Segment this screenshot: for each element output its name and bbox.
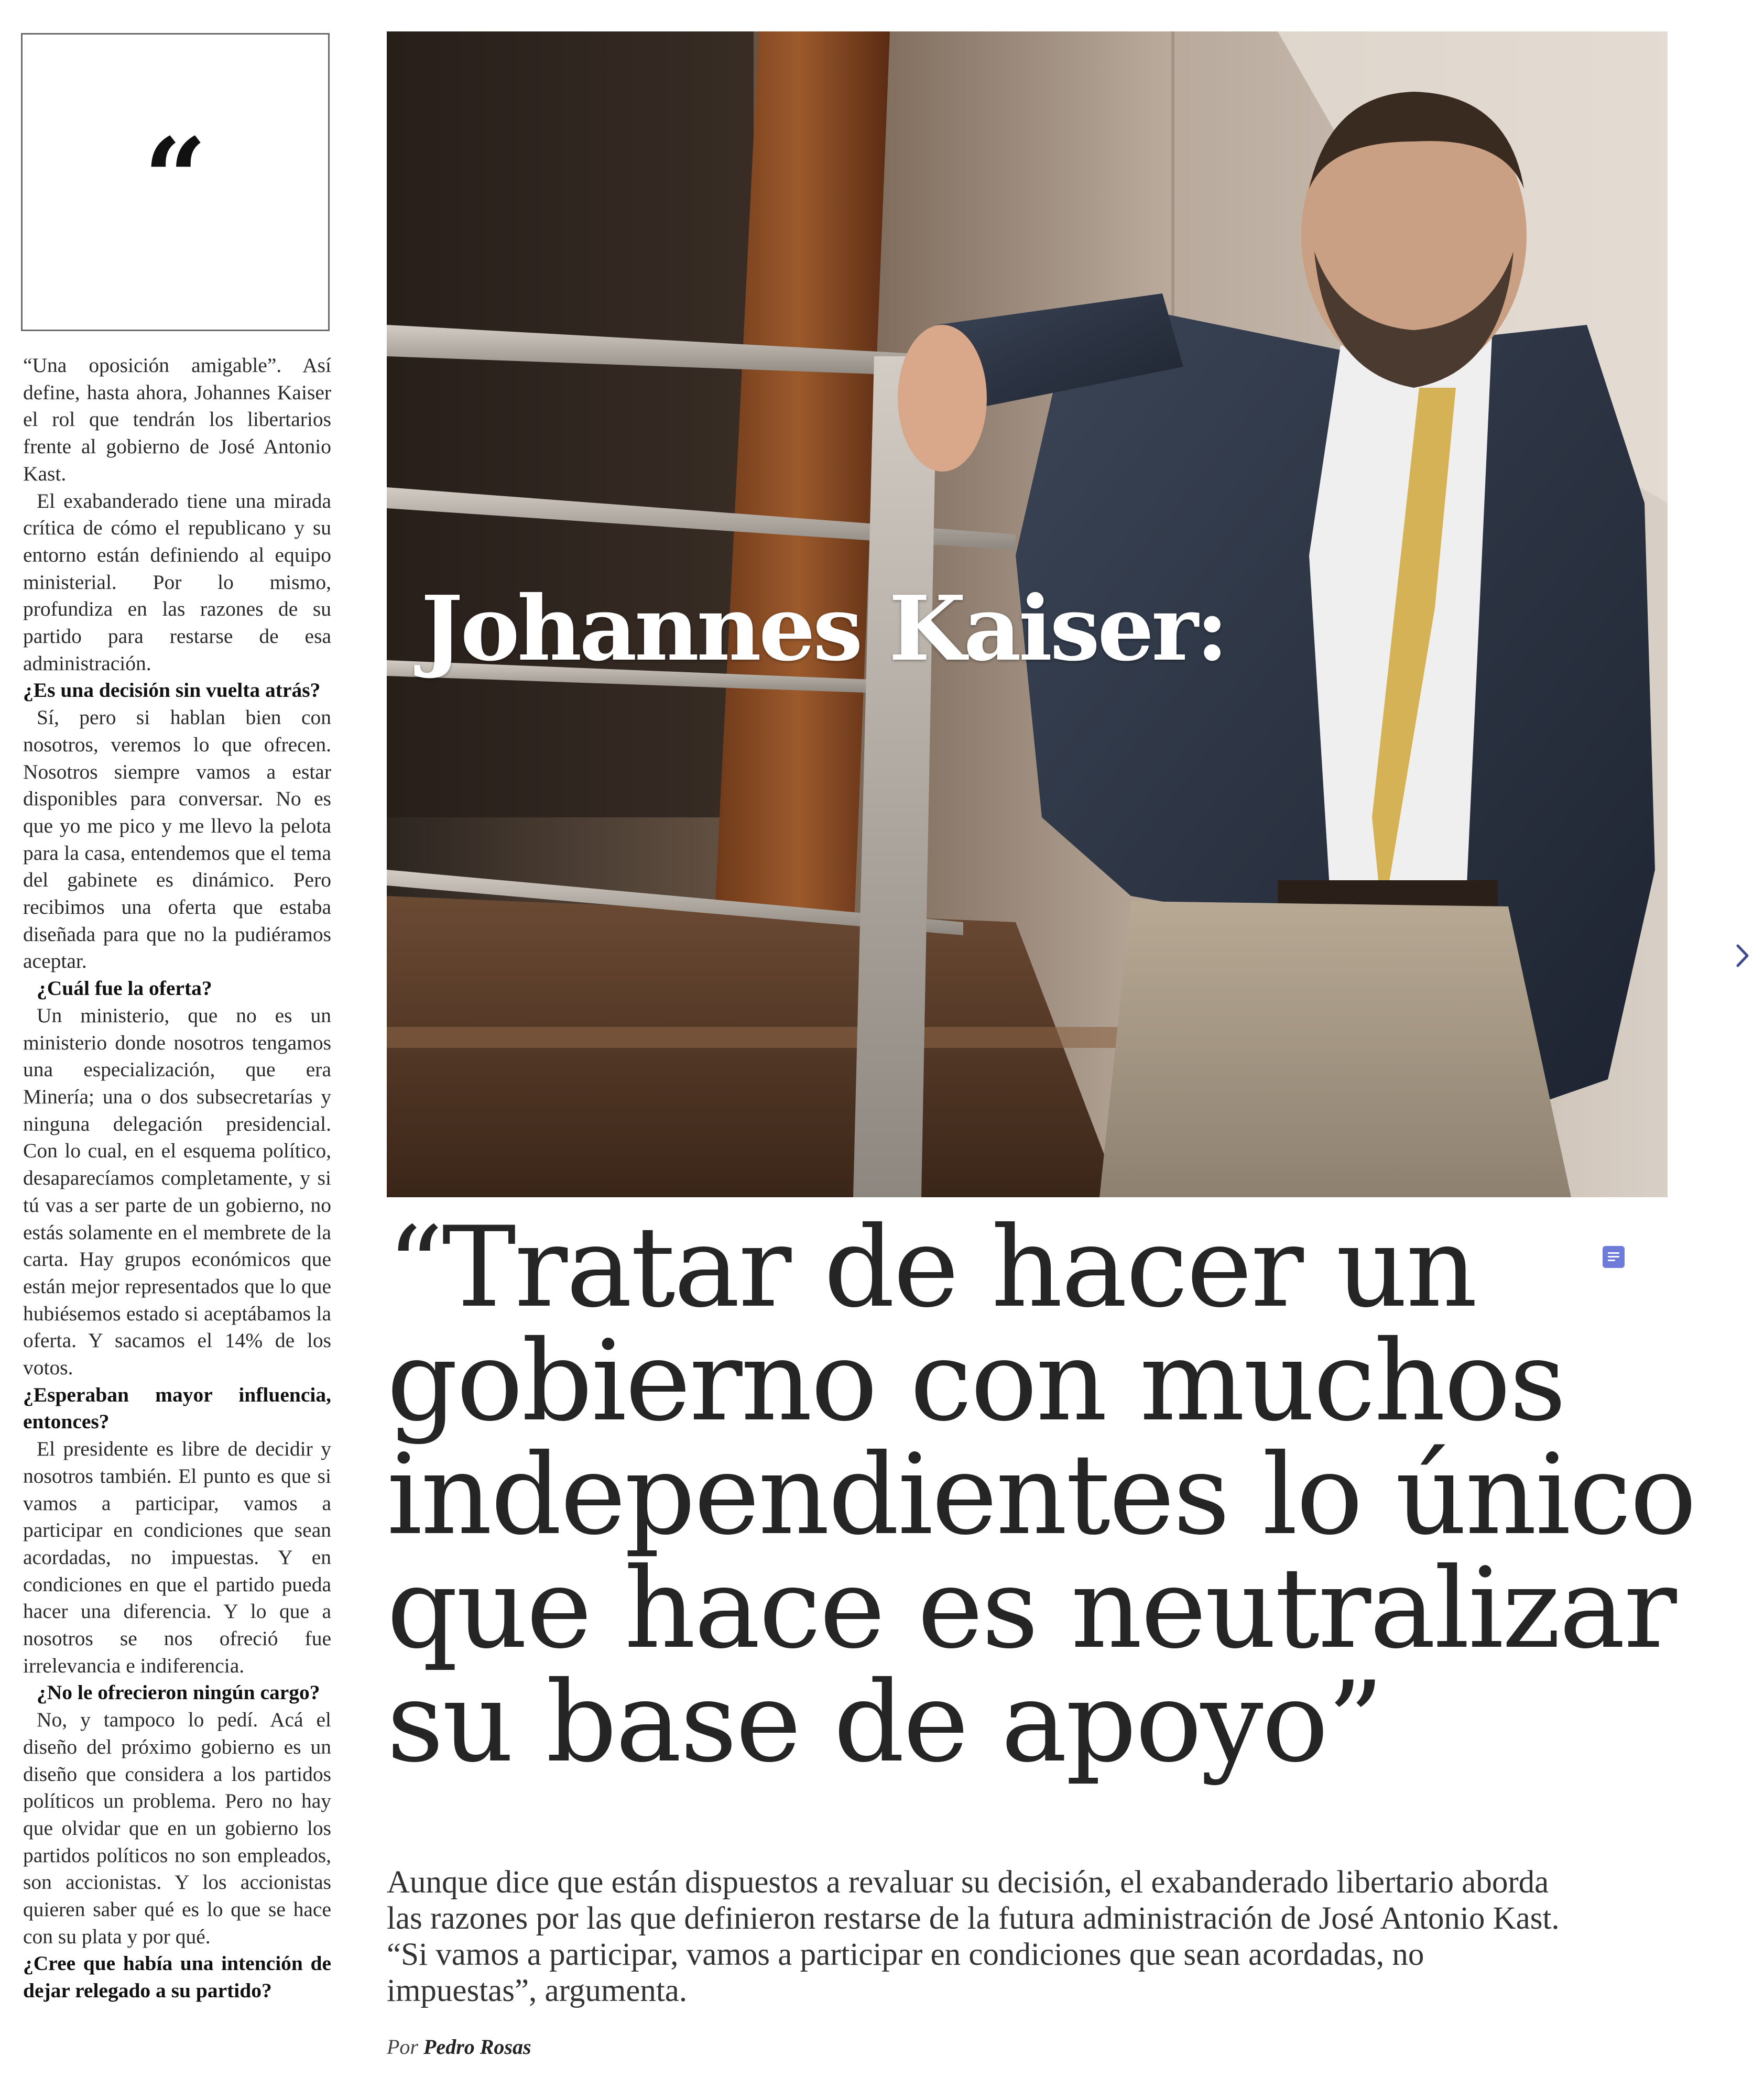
note-icon[interactable] [1603,1246,1625,1268]
chevron-right-icon [1734,943,1751,969]
pull-quote-box [21,33,330,331]
interview-question: ¿Cree que había una intención de dejar relegado a su partido? [23,1952,331,2003]
body-paragraph: El exabanderado tiene una mirada crítica de cómo el republicano y su entorno están definiendo al equipo ministerial. Por lo mismo, profundiza en las razones de su partido para restarse de esa administración. [23,489,331,675]
byline [387,2035,531,2059]
headline-line: que hace es neutralizar [387,1544,1675,1673]
interview-question: ¿Es una decisión sin vuelta atrás? [23,679,321,702]
headline-line: “Tratar de hacer un [387,1202,1476,1332]
headline-line: su base de apoyo” [387,1657,1382,1787]
interview-question: ¿Esperaban mayor influencia, entonces? [23,1383,331,1434]
photo-name-overlay: Johannes Kaiser: [421,576,1226,681]
byline-author: Pedro Rosas [423,2035,531,2059]
interview-answer: Un ministerio, que no es un ministerio donde nosotros tengamos una especialización, que era Minería; una o dos subsecretarías y ninguna delegación presidencial. Con lo cual, en el esquema político, desaparecíamos completamente, y si tú vas a ser parte de un gobierno, no estás solamente en el membrete de la carta. Hay grupos económicos que están mejor representados que lo que hubiésemos estado si aceptábamos la oferta. Y sacamos el 14% de los votos. [23,1003,331,1380]
next-page-button[interactable] [1729,940,1756,971]
headline-line: gobierno con muchos [387,1316,1565,1446]
article-body-column [23,352,331,2005]
interview-answer: No, y tampoco lo pedí. Acá el diseño del próximo gobierno es un diseño que considera a los partidos políticos un problema. Pero no hay que olvidar que en un gobierno los partidos políticos no son empleados, son accionistas. Y los accionistas quieren saber qué es lo que se hace con su plata y por qué. [23,1708,331,1948]
article-lead: Aunque dice que están dispuestos a revaluar su decisión, el exabanderado libertario aborda las razones por las que definieron restarse de la futura administración de José Antonio Kast. “Si vamos a participar, vamos a participar en condiciones que sean acordadas, no impuestas”, argumenta. [387,1865,1560,2008]
interview-answer: Sí, pero si hablan bien con nosotros, veremos lo que ofrecen. Nosotros siempre vamos a estar disponibles para conversar. No es que yo me pico y me llevo la pelota para la casa, entendemos que el tema del gabinete es dinámico. Pero recibimos una oferta que estaba diseñada para que no la pudiéramos aceptar. [23,706,331,973]
headline-quote [387,1202,1697,1787]
interview-question: ¿No le ofrecieron ningún cargo? [37,1681,320,1704]
portrait-photo [387,31,1668,1197]
interview-answer: El presidente es libre de decidir y nosotros también. El punto es que si vamos a participar, vamos a participar en condiciones que sean acordadas, no impuestas. Y en condiciones en que el partido pueda hacer una diferencia. Y lo que a nosotros se nos ofreció fue irrelevancia e indiferencia. [23,1437,331,1677]
byline-prefix: Por [387,2035,418,2059]
body-paragraph: “Una oposición amigable”. Así define, hasta ahora, Johannes Kaiser el rol que tendrán los libertarios frente al gobierno de José Antonio Kast. [23,354,331,485]
quote-mark-icon: “ [144,114,207,243]
interview-question: ¿Cuál fue la oferta? [37,977,212,1000]
headline-line: independientes lo único [387,1430,1695,1559]
